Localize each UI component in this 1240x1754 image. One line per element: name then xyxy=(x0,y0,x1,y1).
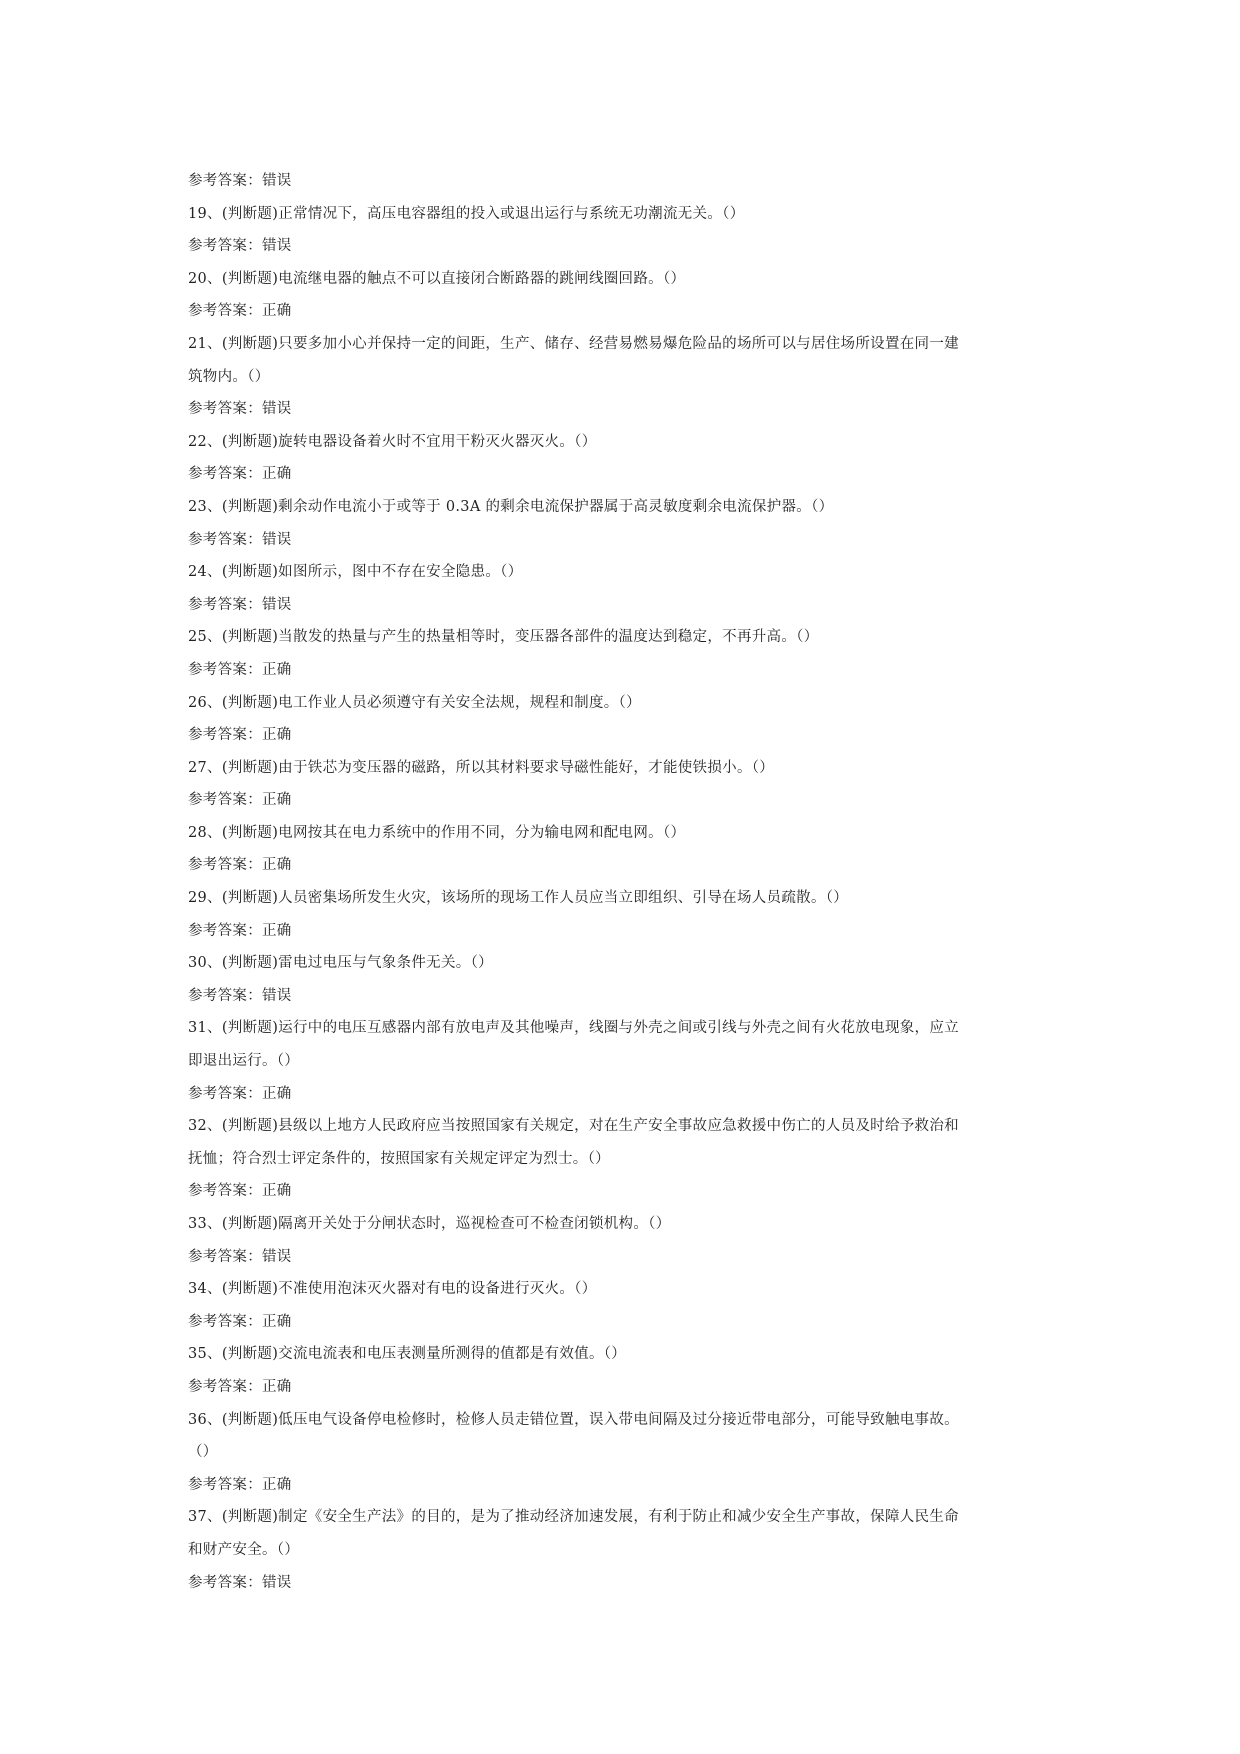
question-24: 24、(判断题)如图所示，图中不存在安全隐患。（） xyxy=(188,564,523,581)
question-30: 30、(判断题)雷电过电压与气象条件无关。（） xyxy=(188,955,493,972)
answer-line: 参考答案：正确 xyxy=(188,727,292,744)
question-34: 34、(判断题)不准使用泡沫灭火器对有电的设备进行灭火。（） xyxy=(188,1281,597,1298)
answer-line: 参考答案：正确 xyxy=(188,303,292,320)
question-32: 32、(判断题)县级以上地方人民政府应当按照国家有关规定，对在生产安全事故应急救援中伤亡的人员及时给予救治和 xyxy=(188,1118,959,1135)
question-31: 31、(判断题)运行中的电压互感器内部有放电声及其他噪声，线圈与外壳之间或引线与外壳之间有火花放电现象，应立 xyxy=(188,1020,959,1037)
answer-line: 参考答案：错误 xyxy=(188,173,292,189)
answer-line: 参考答案：错误 xyxy=(188,531,292,548)
answer-line: 参考答案：错误 xyxy=(188,238,292,255)
answer-line: 参考答案：正确 xyxy=(188,466,292,483)
answer-line: 参考答案：正确 xyxy=(188,857,292,874)
answer-line: 参考答案：错误 xyxy=(188,987,292,1004)
answer-line: 参考答案：正确 xyxy=(188,1183,292,1200)
question-23: 23、(判断题)剩余动作电流小于或等于 0.3A 的剩余电流保护器属于高灵敏度剩余电流保护器。（） xyxy=(188,498,834,515)
answer-line: 参考答案：错误 xyxy=(188,401,292,418)
answer-line: 参考答案：正确 xyxy=(188,792,292,809)
answer-line: 参考答案：正确 xyxy=(188,1476,292,1493)
answer-line: 参考答案：正确 xyxy=(188,922,292,939)
document-body xyxy=(188,165,1058,1599)
question-35: 35、(判断题)交流电流表和电压表测量所测得的值都是有效值。（） xyxy=(188,1346,627,1363)
answer-line: 参考答案：正确 xyxy=(188,1313,292,1330)
answer-line: 参考答案：正确 xyxy=(188,1085,292,1102)
question-33: 33、(判断题)隔离开关处于分闸状态时，巡视检查可不检查闭锁机构。（） xyxy=(188,1216,671,1232)
answer-line: 参考答案：错误 xyxy=(188,596,292,613)
question-21-continued: 筑物内。（） xyxy=(188,368,270,385)
question-31-continued: 即退出运行。（） xyxy=(188,1053,300,1070)
question-29: 29、(判断题)人员密集场所发生火灾，该场所的现场工作人员应当立即组织、引导在场人员疏散。（） xyxy=(188,890,849,907)
question-20: 20、(判断题)电流继电器的触点不可以直接闭合断路器的跳闸线圈回路。（） xyxy=(188,270,686,287)
question-28: 28、(判断题)电网按其在电力系统中的作用不同，分为输电网和配电网。（） xyxy=(188,824,686,841)
question-37: 37、(判断题)制定《安全生产法》的目的，是为了推动经济加速发展，有利于防止和减少安全生产事故，保障人民生命 xyxy=(188,1509,959,1526)
answer-line: 参考答案：正确 xyxy=(188,661,292,678)
question-36: 36、(判断题)低压电气设备停电检修时，检修人员走错位置，误入带电间隔及过分接近带电部分，可能导致触电事故。 xyxy=(188,1411,959,1428)
question-36-continued: （） xyxy=(188,1444,218,1461)
question-27: 27、(判断题)由于铁芯为变压器的磁路，所以其材料要求导磁性能好，才能使铁损小。（） xyxy=(188,759,775,776)
answer-line: 参考答案：错误 xyxy=(188,1248,292,1265)
answer-line: 参考答案：错误 xyxy=(188,1574,292,1591)
answer-line: 参考答案：正确 xyxy=(188,1378,292,1395)
question-26: 26、(判断题)电工作业人员必须遵守有关安全法规，规程和制度。（） xyxy=(188,694,641,711)
question-21: 21、(判断题)只要多加小心并保持一定的间距，生产、储存、经营易燃易爆危险品的场所可以与居住场所设置在同一建 xyxy=(188,335,959,352)
question-22: 22、(判断题)旋转电器设备着火时不宜用干粉灭火器灭火。（） xyxy=(188,433,597,450)
question-19: 19、(判断题)正常情况下，高压电容器组的投入或退出运行与系统无功潮流无关。（） xyxy=(188,205,745,222)
question-32-continued: 抚恤；符合烈士评定条件的，按照国家有关规定评定为烈士。（） xyxy=(188,1150,610,1167)
question-37-continued: 和财产安全。（） xyxy=(188,1541,300,1558)
question-25: 25、(判断题)当散发的热量与产生的热量相等时，变压器各部件的温度达到稳定，不再升高。（） xyxy=(188,629,819,646)
